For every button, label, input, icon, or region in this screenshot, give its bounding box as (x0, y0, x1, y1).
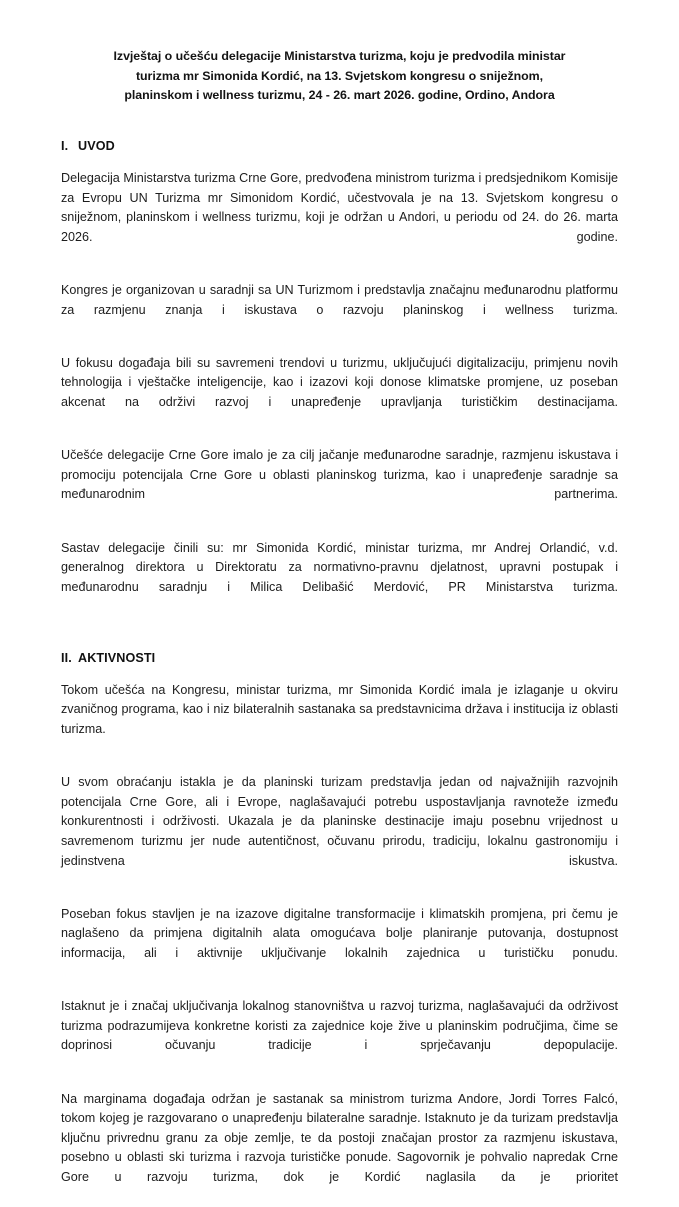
document-body (61, 138, 618, 1207)
section-title-aktivnosti: AKTIVNOSTI (78, 650, 156, 665)
section-heading-uvod (61, 138, 618, 154)
section-heading-aktivnosti (61, 650, 618, 666)
section-uvod (61, 138, 618, 617)
paragraph: Poseban fokus stavljen je na izazove digitalne transformacije i klimatskih promjena, pri čemu je naglašeno da primjena digitalnih alata omogućava bolje planiranje putovanja, dostupnost informacija, ali i aktivnije uključivanje lokalnih zajednica u turističku ponudu. (61, 906, 618, 960)
section-number-aktivnosti: II. (61, 650, 72, 665)
paragraph: Učešće delegacije Crne Gore imalo je za cilj jačanje međunarodne saradnje, razmjenu iskustava i promociju potencijala Crne Gore u oblasti planinskog turizma, kao i unapređenje saradnje sa međunarodnim partnerima. (61, 448, 618, 502)
paragraph: Na marginama događaja održan je sastanak sa ministrom turizma Andore, Jordi Torres Falcó, tokom kojeg je razgovarano o unapređenju bilateralne saradnje. Istaknuto je da turizam predstavlja ključnu privrednu granu za obje zemlje, te da postoji značajan prostor za razmjenu iskustava, posebno u oblasti ski turizma i razvoja turističke ponude. Sagovornik je pohvalio napredak Crne Gore u razvoju turizma, dok je Kordić naglasila da je prioritet (61, 1091, 618, 1184)
paragraph: Kongres je organizovan u saradnji sa UN Turizmom i predstavlja značajnu međunarodnu platformu za razmjenu znanja i iskustava o razvoju planinskog i wellness turizma. (61, 282, 618, 317)
section-number-uvod: I. (61, 139, 69, 153)
paragraph: Istaknut je i značaj uključivanja lokalnog stanovništva u razvoj turizma, naglašavajući da održivost turizma podrazumijeva konkretne koristi za zajednice koje žive u planinskim područjima, čime se doprinosi očuvanju tradicije i sprječavanju depopulacije. (61, 999, 618, 1053)
section-title-uvod: UVOD (78, 139, 115, 153)
document-title-line-3: planinskom i wellness turizmu, 24 - 26. mart 2026. godine, Ordino, Andora (124, 88, 555, 102)
document-title-line-1: Izvještaj o učešću delegacije Ministarstva turizma, koju je predvodila ministar (113, 49, 566, 63)
paragraph: Delegacija Ministarstva turizma Crne Gore, predvođena ministrom turizma i predsjednikom Komisije za Evropu UN Turizma mr Simonidom Kordić, učestvovala je na 13. Svjetskom kongresu o sniježnom, planinskom i wellness turizmu, koji je održan u Andori, u periodu od 24. do 26. marta 2026. godine. (61, 171, 618, 244)
paragraph: U svom obraćanju istakla je da planinski turizam predstavlja jedan od najvažnijih razvojnih potencijala Crne Gore, ali i Evrope, naglašavajući potrebu uspostavljanja ravnoteže između konkurentnosti i održivosti. Ukazala je da planinske destinacije imaju posebnu vrijednost u savremenom turizmu jer nude autentičnost, očuvanu prirodu, tradiciju, lokalnu gastronomiju i jedinstvena iskustva. (61, 775, 618, 868)
paragraph: Tokom učešća na Kongresu, ministar turizma, mr Simonida Kordić imala je izlaganje u okviru zvaničnog programa, kao i niz bilateralnih sastanaka sa predstavnicima država i institucija iz oblasti turizma. (61, 682, 618, 737)
document-title-line-2: turizma mr Simonida Kordić, na 13. Svjetskom kongresu o sniježnom, (135, 68, 544, 83)
paragraph: U fokusu događaja bili su savremeni trendovi u turizmu, uključujući digitalizaciju, primjenu novih tehnologija i vještačke inteligencije, kao i izazovi koji donose klimatske promjene, uz poseban akcenat na održivi razvoj i unapređenje upravljanja turističkim destinacijama. (61, 355, 618, 409)
document-title (61, 47, 618, 106)
paragraph: Sastav delegacije činili su: mr Simonida Kordić, ministar turizma, mr Andrej Orlandić, v.d. generalnog direktora u Direktoratu za normativno-pravnu djelatnost, upravni postupak i međunarodnu saradnju i Milica Delibašić Merdović, PR Ministarstva turizma. (61, 540, 618, 594)
section-aktivnosti (61, 650, 618, 1207)
